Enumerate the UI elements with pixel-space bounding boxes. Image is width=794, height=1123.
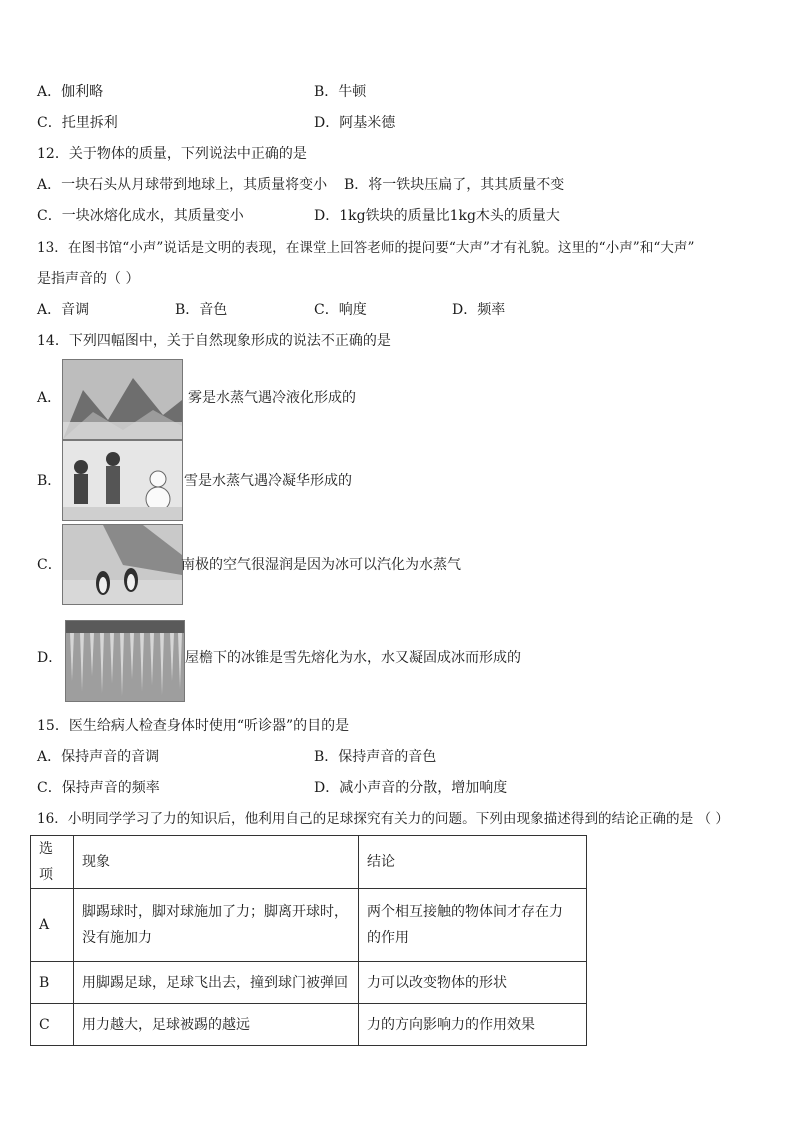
row-a-conclusion-line2: 的作用: [367, 930, 409, 946]
q12-option-a: A．一块石头从月球带到地球上，其质量将变小: [37, 177, 328, 193]
q16-table: [30, 835, 587, 1046]
q13-option-d: D．频率: [452, 302, 506, 318]
row-b-phenomenon: 用脚踢足球，足球飞出去，撞到球门被弹回: [74, 962, 359, 1004]
q14-option-c-text: 南极的空气很湿润是因为冰可以汽化为水蒸气: [181, 557, 461, 573]
q14-option-b-label: B．: [37, 473, 62, 489]
q12-stem: 12．关于物体的质量，下列说法中正确的是: [37, 146, 307, 162]
q15-option-b: B．保持声音的音色: [314, 749, 437, 765]
q15-option-a: A．保持声音的音调: [37, 749, 160, 765]
header-conclusion: 结论: [359, 836, 587, 889]
row-b-conclusion: 力可以改变物体的形状: [359, 962, 587, 1004]
q12-option-d: D．1kg铁块的质量比1kg木头的质量大: [314, 208, 560, 224]
q13-option-c: C．响度: [314, 302, 367, 318]
snow-children-picture: [62, 440, 183, 521]
row-a-conclusion: [359, 889, 587, 962]
penguins-antarctica-picture: [62, 524, 183, 605]
q15-option-d: D．减小声音的分散，增加响度: [314, 780, 508, 796]
row-a-phenomenon-line1: 脚踢球时，脚对球施加了力；脚离开球时，: [82, 904, 348, 920]
row-a-conclusion-line1: 两个相互接触的物体间才存在力: [367, 904, 563, 920]
row-a-phenomenon: [74, 889, 359, 962]
q14-stem: 14．下列四幅图中，关于自然现象形成的说法不正确的是: [37, 333, 391, 349]
q13-stem-line2: 是指声音的（ ）: [37, 271, 140, 287]
fog-mountain-picture: [62, 359, 183, 440]
header-phenomenon: 现象: [74, 836, 359, 889]
table-header-row: [31, 836, 587, 889]
q14-option-c-label: C．: [37, 557, 62, 573]
table-row: [31, 1004, 587, 1046]
q11-option-b: B．牛顿: [314, 84, 367, 100]
icicles-eaves-picture: [65, 620, 185, 702]
q11-option-c: C．托里拆利: [37, 115, 118, 131]
row-c-option: C: [31, 1004, 74, 1046]
row-c-conclusion: 力的方向影响力的作用效果: [359, 1004, 587, 1046]
q11-option-a: A．伽利略: [37, 84, 104, 100]
q14-option-a-text: 雾是水蒸气遇冷液化形成的: [188, 390, 356, 406]
q11-option-d: D．阿基米德: [314, 115, 396, 131]
q13-option-a: A．音调: [37, 302, 90, 318]
q16-stem: 16．小明同学学习了力的知识后，他利用自己的足球探究有关力的问题。下列由现象描述得到的结论正确的是 （ ）: [37, 811, 730, 827]
table-row: [31, 889, 587, 962]
q13-option-b: B．音色: [175, 302, 228, 318]
row-a-phenomenon-line2: 没有施加力: [82, 930, 152, 946]
table-row: [31, 962, 587, 1004]
row-c-phenomenon: 用力越大，足球被踢的越远: [74, 1004, 359, 1046]
q14-option-b-text: 雪是水蒸气遇冷凝华形成的: [184, 473, 352, 489]
q14-option-d-label: D．: [37, 650, 63, 666]
q14-option-a-label: A．: [37, 390, 62, 406]
q12-option-c: C．一块冰熔化成水，其质量变小: [37, 208, 244, 224]
row-b-option: B: [31, 962, 74, 1004]
row-a-option: A: [31, 889, 74, 962]
q15-option-c: C．保持声音的频率: [37, 780, 160, 796]
q13-stem-line1: 13．在图书馆“小声”说话是文明的表现，在课堂上回答老师的提问要“大声”才有礼貌。这里的“小声”和“大声”: [37, 240, 695, 256]
header-option: 选项: [31, 836, 74, 889]
q12-option-b: B．将一铁块压扁了，其其质量不变: [344, 177, 565, 193]
q15-stem: 15．医生给病人检查身体时使用“听诊器”的目的是: [37, 718, 350, 734]
q14-option-d-text: 屋檐下的冰锥是雪先熔化为水，水又凝固成冰而形成的: [185, 650, 521, 666]
